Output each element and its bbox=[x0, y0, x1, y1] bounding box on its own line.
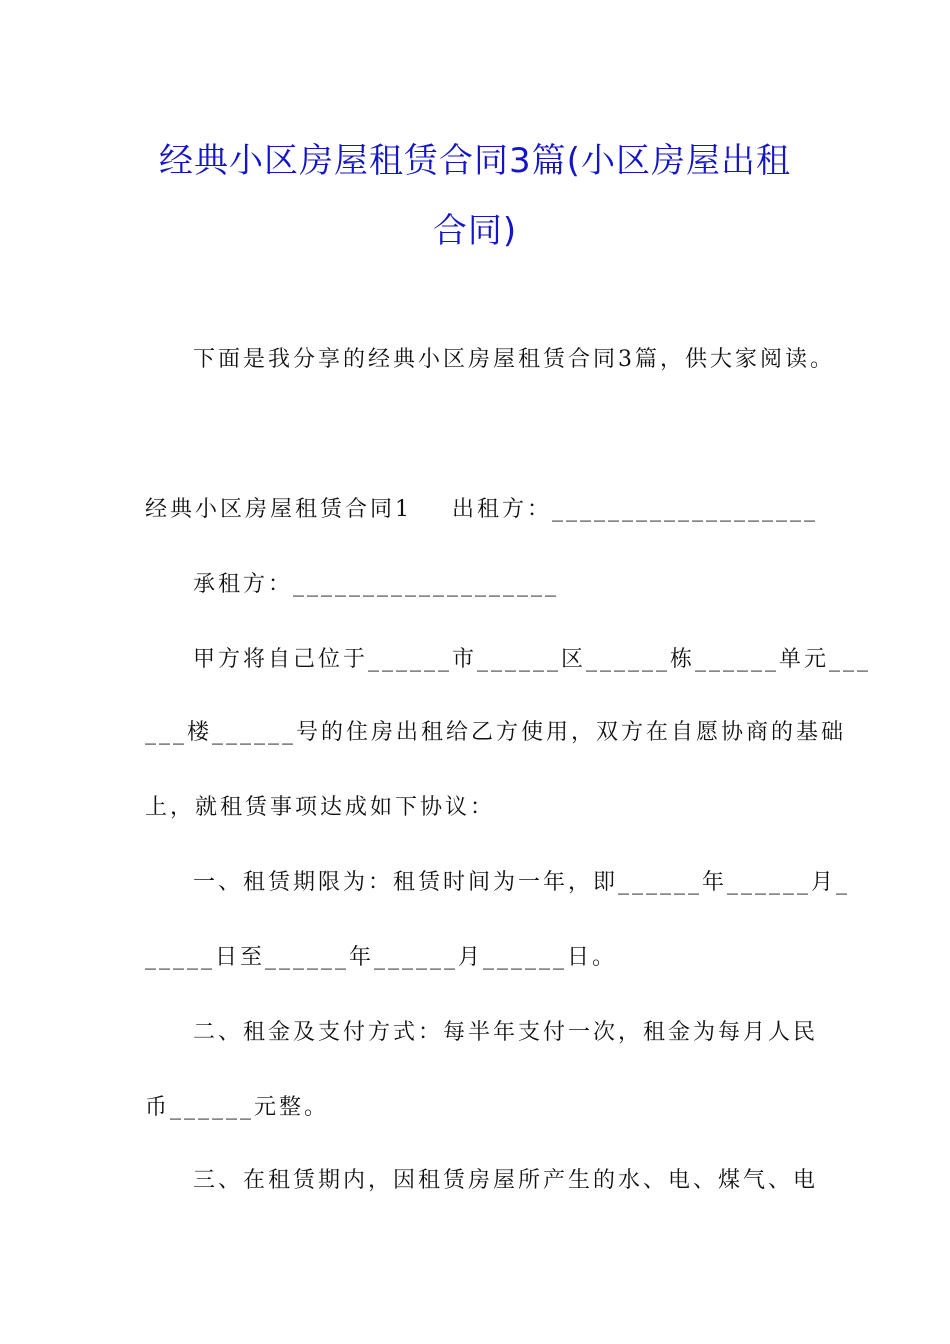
paragraph-2-line-1: 一、租赁期限为：租赁时间为一年，即______年______月_ bbox=[193, 870, 851, 895]
document-title-line-1: 经典小区房屋租赁合同3篇(小区房屋出租 bbox=[159, 141, 791, 181]
lessee-field: 承租方：___________________ bbox=[193, 572, 560, 597]
lessor-field: 出租方：___________________ bbox=[452, 497, 819, 522]
paragraph-1-line-2: ___楼______号的住房出租给乙方使用，双方在自愿协商的基础 bbox=[145, 720, 847, 745]
paragraph-3-line-1: 二、租金及支付方式：每半年支付一次，租金为每月人民 bbox=[193, 1020, 819, 1045]
intro-paragraph: 下面是我分享的经典小区房屋租赁合同3篇，供大家阅读。 bbox=[193, 347, 835, 372]
paragraph-2-line-2: _____日至______年______月______日。 bbox=[145, 945, 618, 970]
paragraph-1-line-3: 上，就租赁事项达成如下协议： bbox=[145, 795, 496, 820]
paragraph-1-line-1: 甲方将自己位于______市______区______栋______单元___ bbox=[193, 647, 872, 672]
paragraph-3-line-2: 币______元整。 bbox=[145, 1095, 330, 1120]
section-heading: 经典小区房屋租赁合同1 bbox=[145, 497, 412, 522]
document-title-line-2: 合同) bbox=[432, 211, 518, 251]
contract-heading-row bbox=[145, 495, 818, 525]
paragraph-4-line-1: 三、在租赁期内，因租赁房屋所产生的水、电、煤气、电 bbox=[193, 1168, 819, 1193]
